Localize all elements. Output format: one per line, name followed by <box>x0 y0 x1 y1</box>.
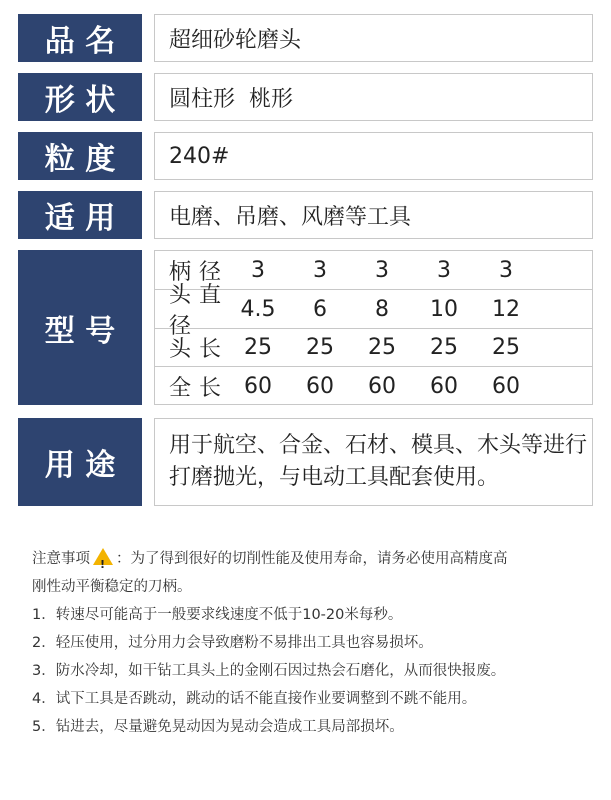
note-item: 3．防水冷却，如干钻工具头上的金刚石因过热会石磨化，从而很快报废。 <box>32 663 506 679</box>
spec-cell: 60 <box>244 373 272 399</box>
row-applicable <box>18 191 593 239</box>
spec-cell: 6 <box>313 296 327 322</box>
spec-table <box>154 250 593 405</box>
row-shape <box>18 73 593 121</box>
spec-cell: 60 <box>306 373 334 399</box>
row-product-name <box>18 14 593 62</box>
spec-cell: 10 <box>430 296 458 322</box>
value-shape: 圆柱形 桃形 <box>154 73 593 121</box>
label-usage: 用 途 <box>18 418 142 506</box>
spec-cell: 60 <box>492 373 520 399</box>
row-usage <box>18 418 593 506</box>
spec-head: 柄 径 <box>169 259 221 285</box>
notes-title-line-2: 刚性动平衡稳定的刀柄。 <box>32 579 192 595</box>
note-item: 2．轻压使用，过分用力会导致磨粉不易排出工具也容易损坏。 <box>32 635 433 651</box>
notes-title <box>32 545 592 573</box>
note-item: 5．钻进去，尽量避免晃动因为晃动会造成工具局部损坏。 <box>32 719 404 735</box>
note-item: 4．试下工具是否跳动，跳动的话不能直接作业要调整到不跳不能用。 <box>32 691 477 707</box>
label-shape: 形 状 <box>18 73 142 121</box>
spec-row-head-length <box>155 329 592 367</box>
spec-cell: 4.5 <box>240 296 276 322</box>
spec-cell: 60 <box>368 373 396 399</box>
spec-cell: 12 <box>492 296 520 322</box>
spec-cell: 3 <box>251 257 265 283</box>
spec-cell: 3 <box>313 257 327 283</box>
spec-cell: 60 <box>430 373 458 399</box>
spec-cell: 8 <box>375 296 389 322</box>
notes-title-suffix: ：为了得到很好的切削性能及使用寿命，请务必使用高精度高 <box>116 551 508 567</box>
row-grit <box>18 132 593 180</box>
usage-line-1: 用于航空、合金、石材、模具、木头等进行 <box>169 433 588 458</box>
warning-icon <box>93 548 113 565</box>
spec-cell: 25 <box>492 335 520 360</box>
value-applicable: 电磨、吊磨、风磨等工具 <box>154 191 593 239</box>
value-product-name: 超细砂轮磨头 <box>154 14 593 62</box>
value-usage <box>154 418 593 506</box>
spec-row-total-length <box>155 367 592 405</box>
spec-cell: 25 <box>368 335 396 360</box>
spec-head: 全 长 <box>169 375 221 401</box>
notes-section <box>32 545 592 741</box>
spec-cell: 3 <box>437 257 451 283</box>
spec-head: 头 长 <box>169 337 221 362</box>
label-grit: 粒 度 <box>18 132 142 180</box>
row-model <box>18 250 593 405</box>
spec-row-head-diameter <box>155 283 592 339</box>
label-applicable: 适 用 <box>18 191 142 239</box>
label-product-name: 品 名 <box>18 14 142 62</box>
label-model: 型 号 <box>18 250 142 405</box>
spec-cell: 25 <box>430 335 458 360</box>
note-item: 1．转速尽可能高于一般要求线速度不低于10-20米每秒。 <box>32 607 403 623</box>
spec-cell: 25 <box>244 335 272 360</box>
value-grit: 240# <box>154 132 593 180</box>
spec-cell: 3 <box>499 257 513 283</box>
usage-line-2: 打磨抛光，与电动工具配套使用。 <box>169 465 500 490</box>
spec-cell: 3 <box>375 257 389 283</box>
notes-title-prefix: 注意事项 <box>32 551 90 567</box>
spec-head: 头直径 <box>169 283 221 339</box>
spec-cell: 25 <box>306 335 334 360</box>
